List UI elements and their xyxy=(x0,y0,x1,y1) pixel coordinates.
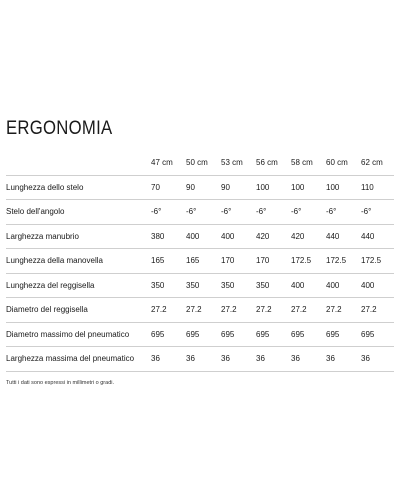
table-cell: 350 xyxy=(184,273,219,298)
table-cell: -6° xyxy=(289,200,324,225)
table-cell: 100 xyxy=(289,175,324,200)
table-cell: 70 xyxy=(149,175,184,200)
table-cell: -6° xyxy=(324,200,359,225)
table-cell: 695 xyxy=(149,322,184,347)
table-header-row xyxy=(6,151,394,175)
table-row xyxy=(6,347,394,372)
row-label: Diametro del reggisella xyxy=(6,298,149,323)
table-cell: 110 xyxy=(359,175,394,200)
table-cell: 695 xyxy=(219,322,254,347)
table-cell: -6° xyxy=(184,200,219,225)
row-label: Lunghezza del reggisella xyxy=(6,273,149,298)
table-cell: 165 xyxy=(184,249,219,274)
row-label: Diametro massimo del pneumatico xyxy=(6,322,149,347)
size-header: 56 cm xyxy=(254,151,289,175)
table-cell: 27.2 xyxy=(219,298,254,323)
table-row xyxy=(6,200,394,225)
table-cell: 90 xyxy=(219,175,254,200)
size-header: 50 cm xyxy=(184,151,219,175)
row-label: Stelo dell'angolo xyxy=(6,200,149,225)
table-cell: 36 xyxy=(324,347,359,372)
table-row xyxy=(6,322,394,347)
size-header: 58 cm xyxy=(289,151,324,175)
table-cell: 695 xyxy=(184,322,219,347)
row-label: Larghezza manubrio xyxy=(6,224,149,249)
table-row xyxy=(6,224,394,249)
table-cell: 27.2 xyxy=(184,298,219,323)
table-row xyxy=(6,298,394,323)
table-cell: 695 xyxy=(359,322,394,347)
table-cell: 350 xyxy=(149,273,184,298)
table-cell: 380 xyxy=(149,224,184,249)
table-cell: 100 xyxy=(324,175,359,200)
table-cell: 27.2 xyxy=(254,298,289,323)
table-cell: 27.2 xyxy=(149,298,184,323)
row-label: Lunghezza della manovella xyxy=(6,249,149,274)
size-header: 53 cm xyxy=(219,151,254,175)
ergonomics-table xyxy=(6,151,394,372)
table-cell: 172.5 xyxy=(289,249,324,274)
table-cell: 695 xyxy=(324,322,359,347)
table-cell: 420 xyxy=(289,224,324,249)
table-cell: 400 xyxy=(219,224,254,249)
table-cell: 172.5 xyxy=(324,249,359,274)
table-cell: 170 xyxy=(254,249,289,274)
table-cell: 90 xyxy=(184,175,219,200)
table-cell: 400 xyxy=(359,273,394,298)
table-cell: 440 xyxy=(359,224,394,249)
table-cell: 400 xyxy=(289,273,324,298)
table-cell: 36 xyxy=(254,347,289,372)
table-cell: 100 xyxy=(254,175,289,200)
table-cell: 27.2 xyxy=(289,298,324,323)
table-cell: 350 xyxy=(219,273,254,298)
size-header: 60 cm xyxy=(324,151,359,175)
table-row xyxy=(6,175,394,200)
table-cell: 36 xyxy=(184,347,219,372)
table-cell: 420 xyxy=(254,224,289,249)
table-row xyxy=(6,249,394,274)
table-cell: 36 xyxy=(289,347,324,372)
table-cell: -6° xyxy=(359,200,394,225)
table-cell: 27.2 xyxy=(324,298,359,323)
table-row xyxy=(6,273,394,298)
row-label: Lunghezza dello stelo xyxy=(6,175,149,200)
table-cell: 36 xyxy=(219,347,254,372)
footnote: Tutti i dati sono espressi in millimetri o gradi. xyxy=(6,380,115,386)
table-cell: 172.5 xyxy=(359,249,394,274)
table-cell: 170 xyxy=(219,249,254,274)
row-label: Larghezza massima del pneumatico xyxy=(6,347,149,372)
table-cell: -6° xyxy=(254,200,289,225)
table-cell: 400 xyxy=(324,273,359,298)
header-empty-cell xyxy=(6,151,149,175)
table-cell: 695 xyxy=(289,322,324,347)
page-title: ERGONOMIA xyxy=(6,118,113,139)
table-cell: 350 xyxy=(254,273,289,298)
table-cell: 27.2 xyxy=(359,298,394,323)
table-cell: 440 xyxy=(324,224,359,249)
size-header: 62 cm xyxy=(359,151,394,175)
table-cell: -6° xyxy=(149,200,184,225)
table-cell: 36 xyxy=(149,347,184,372)
size-header: 47 cm xyxy=(149,151,184,175)
table-cell: 695 xyxy=(254,322,289,347)
table-cell: 36 xyxy=(359,347,394,372)
table-cell: 165 xyxy=(149,249,184,274)
table-cell: -6° xyxy=(219,200,254,225)
table-cell: 400 xyxy=(184,224,219,249)
